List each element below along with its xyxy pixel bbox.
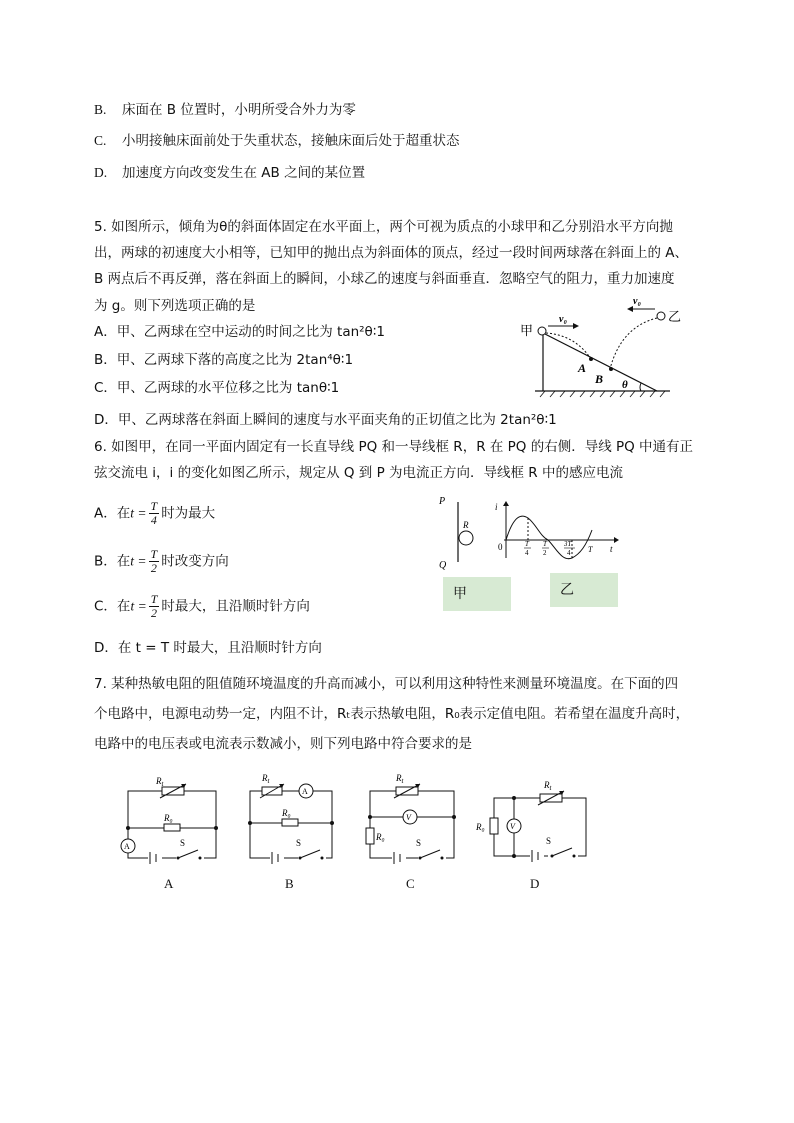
svg-text:Rt: $R_t$	[156, 776, 164, 788]
q6-p-label: P	[439, 496, 446, 507]
circuit-a-r0: R₀	[164, 813, 173, 823]
q6-tick-t2-den: 2	[543, 549, 547, 557]
circuit-a-switch: S	[180, 838, 186, 848]
q6-i-axis: i	[495, 502, 498, 512]
circuit-d-switch: S	[546, 836, 552, 846]
q7-line2: 个电路中，电源电动势一定，内阻不计，Rₜ表示热敏电阻，R₀表示定值电阻。若希望在温度升高时，	[94, 706, 690, 722]
circuit-b-ammeter: A	[302, 787, 308, 796]
q6-t-axis: t	[610, 544, 613, 554]
circuit-b	[248, 773, 334, 864]
circuit-caption-c: C	[406, 876, 415, 891]
q4-option-c: C. 小明接触床面前处于失重状态，接触床面后处于超重状态	[94, 133, 460, 149]
q6-tag-jia: 甲	[443, 577, 511, 611]
circuit-c-switch: S	[416, 838, 422, 848]
q6-origin: 0	[498, 542, 503, 552]
q6-current-graph	[492, 500, 622, 564]
q4-option-d: D. 加速度方向改变发生在 AB 之间的某位置	[94, 165, 366, 181]
circuit-b-r0: R₀	[282, 808, 291, 818]
q5-v0-label-a: v₀	[559, 314, 567, 325]
svg-text:Rt: $R_t$	[544, 780, 552, 792]
q5-line4: 为 g。则下列选项正确的是	[94, 298, 256, 314]
q5-jia-label: 甲	[520, 323, 534, 338]
q5-option-d: D．甲、乙两球落在斜面上瞬间的速度与水平面夹角的正切值之比为 2tan²θ∶1	[94, 412, 557, 428]
q5-theta: θ	[622, 379, 628, 391]
circuit-caption-d: D	[530, 876, 540, 891]
q4-option-b: B. 床面在 B 位置时，小明所受合外力为零	[94, 102, 356, 118]
q6-option-d: D．在 t = T 时最大，且沿顺时针方向	[94, 640, 322, 656]
q5-line1: 5. 如图所示，倾角为θ的斜面体固定在水平面上，两个可视为质点的小球甲和乙分别沿水平方向抛	[94, 219, 673, 235]
q7-line3: 电路中的电压表或电流表示数减小，则下列电路中符合要求的是	[94, 736, 472, 752]
q6-tick-t: T	[588, 545, 593, 554]
q7-circuits	[110, 768, 600, 868]
q6-option-b: B．在t = $\frac{T}{2}$ 时改变方向	[94, 547, 229, 575]
circuit-c-voltmeter: V	[406, 813, 411, 822]
q5-line3: B 两点后不再反弹，落在斜面上的瞬间，小球乙的速度与斜面垂直．忽略空气的阻力，重力加速度	[94, 271, 675, 287]
q5-point-b: B	[595, 372, 604, 386]
q6-tick-t4-den: 4	[525, 549, 529, 557]
q6-tag-yi: 乙	[550, 573, 618, 607]
circuit-d-r0: R₀	[476, 822, 485, 832]
q6-line1: 6. 如图甲，在同一平面内固定有一长直导线 PQ 和一导线框 R，R 在 PQ 的右侧．导线 PQ 中通有正	[94, 439, 694, 455]
circuit-d	[475, 780, 586, 862]
q5-incline-figure	[515, 293, 682, 403]
q5-line2: 出，两球的初速度大小相等，已知甲的抛出点为斜面体的顶点，经过一段时间两球落在斜面上的 A、	[94, 245, 689, 261]
circuit-a	[121, 776, 218, 864]
circuit-c	[366, 773, 456, 864]
q6-option-a: A．在t = $\frac{T}{4}$ 时为最大	[94, 499, 216, 527]
q6-wire-figure	[436, 490, 496, 572]
q5-option-c: C．甲、乙两球的水平位移之比为 tanθ∶1	[94, 380, 340, 396]
q5-option-b: B．甲、乙两球下落的高度之比为 2tan⁴θ∶1	[94, 352, 354, 368]
q7-line1: 7. 某种热敏电阻的阻值随环境温度的升高而减小，可以利用这种特性来测量环境温度。在下面的四	[94, 676, 679, 692]
circuit-caption-b: B	[285, 876, 294, 891]
q5-point-a: A	[578, 361, 587, 375]
circuit-d-voltmeter: V	[510, 822, 515, 831]
q6-q-label: Q	[439, 560, 447, 571]
svg-text:Rt: $R_t$	[262, 773, 270, 785]
q5-v0-label-b: v₀	[633, 296, 641, 307]
svg-text:Rt: $R_t$	[396, 773, 404, 785]
q6-option-c: C．在t = $\frac{T}{2}$ 时最大，且沿顺时针方向	[94, 592, 310, 620]
q5-yi-label: 乙	[668, 309, 682, 324]
circuit-caption-a: A	[164, 876, 174, 891]
q6-line2: 弦交流电 i，i 的变化如图乙所示，规定从 Q 到 P 为电流正方向．导线框 R 中的感应电流	[94, 465, 623, 481]
q6-tick-t4-num: T	[525, 540, 529, 548]
q6-tick-3t4-num: 3T	[564, 540, 572, 548]
q5-option-a: A．甲、乙两球在空中运动的时间之比为 tan²θ∶1	[94, 324, 385, 340]
circuit-a-ammeter: A	[124, 842, 130, 851]
q6-r-label: R	[463, 520, 469, 530]
circuit-b-switch: S	[296, 838, 302, 848]
q6-tick-t2-num: T	[543, 540, 547, 548]
circuit-c-r0: R₀	[376, 832, 385, 842]
q6-tick-3t4-den: 4	[567, 549, 571, 557]
